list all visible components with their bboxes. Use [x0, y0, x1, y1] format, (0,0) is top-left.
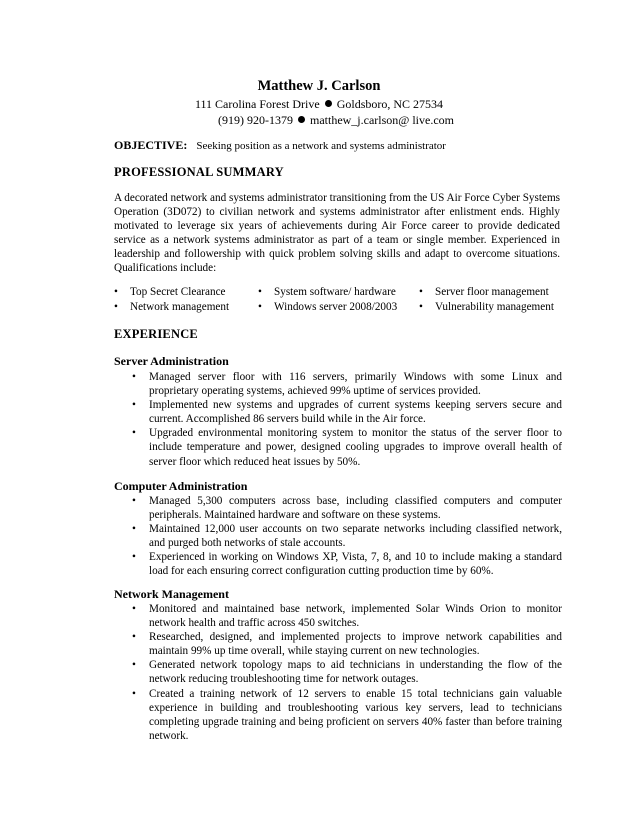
list-item: • Maintained 12,000 user accounts on two separate networks including classified network, and purged both networks of stale accounts. [132, 523, 562, 550]
computer-administration-list [132, 494, 562, 579]
bullet-icon: • [132, 551, 136, 564]
list-item: • Generated network topology maps to aid technicians in understanding the flow of the network reducing troubleshooting time for network outages. [132, 659, 562, 686]
bullet-icon: • [132, 687, 136, 700]
bullet-icon: • [132, 399, 136, 412]
list-item: • Managed 5,300 computers across base, including classified computers and computer peripherals. Maintained hardware and software on these systems. [132, 495, 562, 522]
section-title-network-management: Network Management [114, 587, 229, 601]
list-item: • Managed server floor with 116 servers, primarily Windows with some Linux and proprietary operating systems, achieved 99% uptime of services provided. [132, 371, 562, 398]
objective-text: Seeking position as a network and systems administrator [196, 140, 446, 152]
email-address: matthew_j.carlson@ live.com [309, 113, 454, 127]
section-title-server-administration: Server Administration [114, 354, 229, 368]
contact-line [0, 113, 638, 128]
list-item: • Researched, designed, and implemented projects to improve network capabilities and maintain 99% up time overall, while staying current on new technologies. [132, 631, 562, 658]
objective-label: OBJECTIVE: [114, 138, 188, 152]
bullet-icon: • [132, 523, 136, 536]
list-item: • Created a training network of 12 servers to enable 15 total technicians gain valuable experience in building and troubleshooting various key servers, lead to technicians completing upgrade training and being proficient on servers 40% faster than before training network. [132, 687, 562, 742]
bullet-icon: • [132, 495, 136, 507]
resume-name: Matthew J. Carlson [257, 78, 381, 94]
bullet-icon: • [132, 631, 136, 644]
bullet-icon: • [258, 286, 262, 298]
bullet-dot-icon [325, 100, 332, 107]
address-line [0, 97, 638, 112]
list-item: • Upgraded environmental monitoring system to monitor the status of the server floor to include temperature and power, designed cooling upgrades to improve overall health of server floor which reduced heat issues by 50%. [132, 427, 562, 468]
section-title-computer-administration: Computer Administration [114, 479, 248, 493]
phone-number: (919) 920-1379 [217, 113, 293, 127]
network-management-list [132, 602, 562, 743]
server-administration-list [132, 370, 562, 469]
city-state-zip: Goldsboro, NC 27534 [336, 97, 444, 111]
bullet-icon: • [114, 301, 118, 313]
bullet-icon: • [132, 603, 136, 615]
bullet-dot-icon [298, 116, 305, 123]
summary-paragraph: A decorated network and systems administrator transitioning from the US Air Force Cyber Systems Operation (3D072) to civilian network and systems administrator after enlistment ends. Highly motivated to leverage six years of achievements during Air Force career to provide dedicated service as a network systems administrator as part of a team or single member. Experienced in leadership and followership with quick problem solving skills and adapt to overcome situations. Qualifications include: [114, 192, 560, 275]
experience-heading: EXPERIENCE [114, 327, 198, 341]
bullet-icon: • [258, 301, 262, 313]
bullet-icon: • [114, 286, 118, 298]
qualifications-row: • Top Secret Clearance • System software/ hardware • Server floor management [114, 286, 549, 298]
objective-line [114, 138, 446, 153]
list-item: • Implemented new systems and upgrades of current systems keeping servers secure and current. Accomplished 86 servers build while in the Air force. [132, 399, 562, 426]
summary-heading: PROFESSIONAL SUMMARY [114, 165, 284, 179]
bullet-icon: • [132, 371, 136, 383]
street-address: 111 Carolina Forest Drive [194, 97, 320, 111]
qualifications-list [114, 286, 562, 316]
list-item: • Experienced in working on Windows XP, Vista, 7, 8, and 10 to include making a standard load for each ensuring correct configuration cutting production time by 60%. [132, 551, 562, 578]
bullet-icon: • [132, 427, 136, 440]
bullet-icon: • [132, 659, 136, 672]
list-item: • Monitored and maintained base network, implemented Solar Winds Orion to monitor network health and traffic across 450 switches. [132, 603, 562, 630]
qualifications-row: • Network management • Windows server 2008/2003 • Vulnerability management [114, 301, 554, 313]
bullet-icon: • [419, 286, 423, 298]
bullet-icon: • [419, 301, 423, 313]
